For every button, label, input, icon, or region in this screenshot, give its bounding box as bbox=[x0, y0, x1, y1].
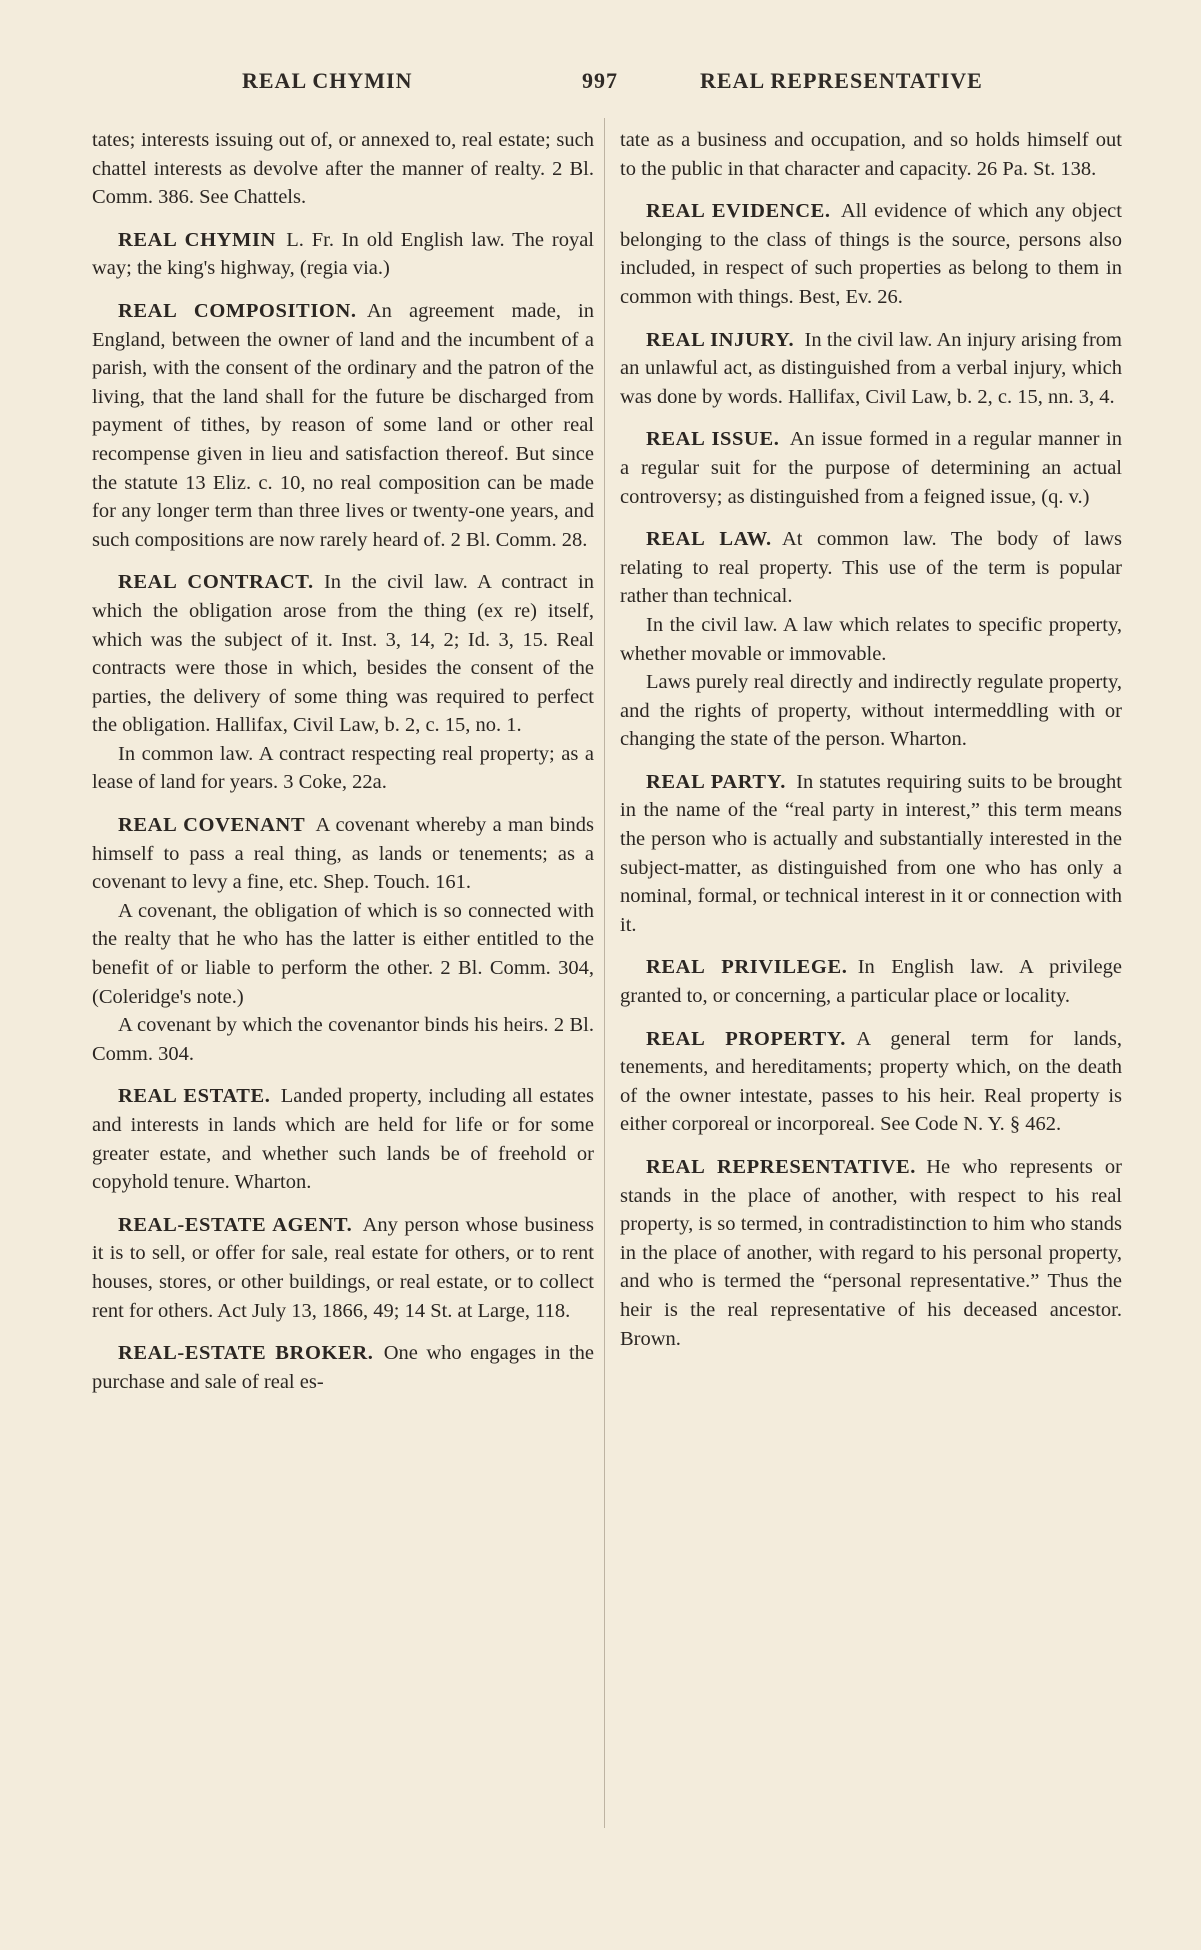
page-number: 997 bbox=[582, 68, 618, 93]
entry-paragraph bbox=[620, 1153, 1122, 1353]
entry-text: A covenant whereby a man binds himself to pass a real thing, as lands or tenements; as a covenant to levy a fine, etc. Shep. Touch. 161. bbox=[92, 814, 594, 894]
entry-term: REAL-ESTATE BROKER. bbox=[118, 1342, 374, 1365]
entry-paragraph bbox=[92, 568, 594, 740]
entry-paragraph bbox=[620, 953, 1122, 1010]
dictionary-entry bbox=[620, 425, 1122, 511]
entry-text: A covenant by which the covenantor binds his heirs. 2 Bl. Comm. 304. bbox=[92, 1014, 594, 1065]
entry-text: In common law. A contract respecting real property; as a lease of land for years. 3 Coke, 22a. bbox=[92, 742, 594, 794]
entry-text: tates; interests issuing out of, or annexed to, real estate; such chattel interests as devolve after the manner of realty. 2 Bl. Comm. 386. See Chattels. bbox=[92, 129, 594, 209]
entry-text: In statutes requiring suits to be brought in the name of the “real party in interest,” this term means the person who is actually and substantially interested in the subject-matter, as distinguished from one who has only a nominal, formal, or technical interest in it or connection with it. bbox=[620, 770, 1123, 936]
entry-paragraph bbox=[92, 1211, 594, 1325]
entry-paragraph bbox=[620, 1025, 1122, 1139]
entry-paragraph bbox=[620, 197, 1122, 311]
entry-term: REAL EVIDENCE. bbox=[646, 200, 831, 223]
entry-text: Laws purely real directly and indirectly regulate property, and the rights of property, without intermeddling with or changing the state of the person. Wharton. bbox=[620, 671, 1122, 751]
dictionary-entry bbox=[92, 297, 594, 554]
entry-text: Landed property, including all estates and interests in lands which are held for life or for some greater estate, and whether such lands be of freehold or copyhold tenure. Wharton. bbox=[92, 1085, 594, 1194]
entry-text: An issue formed in a regular manner in a regular suit for the purpose of determining an actual controversy; as distinguished from a feigned issue, (q. v.) bbox=[620, 428, 1123, 508]
entry-paragraph bbox=[92, 897, 594, 1011]
entry-paragraph bbox=[92, 1011, 594, 1068]
entry-paragraph bbox=[92, 1339, 594, 1396]
dictionary-entry bbox=[92, 568, 594, 797]
dictionary-entry bbox=[620, 1153, 1122, 1353]
header-left-term: REAL CHYMIN bbox=[242, 68, 413, 93]
running-header bbox=[92, 68, 1107, 98]
entry-paragraph bbox=[92, 740, 594, 797]
dictionary-entry bbox=[92, 811, 594, 1068]
entry-term: REAL ISSUE. bbox=[646, 428, 780, 451]
entry-text: In English law. A privilege granted to, or concerning, a particular place or locality. bbox=[620, 956, 1122, 1008]
dictionary-entry bbox=[92, 1339, 594, 1396]
entry-text: A covenant, the obligation of which is so connected with the realty that he who has the latter is either entitled to the benefit of or liable to perform the other. 2 Bl. Comm. 304, (Coleridge's note.) bbox=[92, 899, 594, 1008]
entry-text: tate as a business and occupation, and so holds himself out to the public in that character and capacity. 26 Pa. St. 138. bbox=[620, 129, 1122, 180]
entry-text: He who represents or stands in the place of another, with respect to his real property, is so termed, in contradistinction to him who stands in the place of another, with regard to his personal property, and who is termed the “personal representative.” Thus the heir is the real representative of his deceased ancestor. Brown. bbox=[620, 1156, 1122, 1350]
entry-text: At common law. The body of laws relating to real property. This use of the term is popular rather than technical. bbox=[620, 528, 1122, 608]
entry-paragraph bbox=[620, 768, 1122, 940]
left-column bbox=[92, 126, 594, 1410]
entry-text: One who engages in the purchase and sale of real es- bbox=[92, 1342, 594, 1393]
dictionary-entry bbox=[620, 197, 1122, 311]
entry-term: REAL INJURY. bbox=[646, 328, 795, 351]
column-divider bbox=[604, 118, 605, 1828]
entry-paragraph bbox=[620, 326, 1122, 412]
entry-text: An agreement made, in England, between the owner of land and the incumbent of a parish, with the consent of the ordinary and the patron of the living, that the land shall for the future be discharged from payment of tithes, by reason of some land or other real recompense given in lieu and satisfaction thereof. But since the statute 13 Eliz. c. 10, no real composition can be made for any longer term than three lives or twenty-one years, and such compositions are now rarely heard of. 2 Bl. Comm. 28. bbox=[92, 299, 594, 551]
entry-term: REAL REPRESENTATIVE. bbox=[646, 1156, 916, 1178]
dictionary-entry bbox=[92, 1211, 594, 1325]
dictionary-entry bbox=[620, 525, 1122, 754]
entry-paragraph bbox=[92, 811, 594, 897]
entry-term: REAL PROPERTY. bbox=[646, 1027, 846, 1050]
entry-term: REAL LAW. bbox=[646, 528, 772, 551]
entry-paragraph bbox=[620, 525, 1122, 611]
dictionary-entry bbox=[620, 768, 1122, 940]
entry-paragraph bbox=[620, 126, 1122, 183]
dictionary-entry bbox=[620, 126, 1122, 183]
entry-text: In the civil law. An injury arising from an unlawful act, as distinguished from a verbal injury, which was done by words. Hallifax, Civil Law, b. 2, c. 15, nn. 3, 4. bbox=[620, 328, 1122, 408]
entry-term: REAL PRIVILEGE. bbox=[646, 956, 848, 979]
entry-term: REAL COVENANT bbox=[118, 814, 306, 837]
entry-text: In the civil law. A contract in which the obligation arose from the thing (ex re) itself, which was the subject of it. Inst. 3, 14, 2; Id. 3, 15. Real contracts were those in which, besides the consent of the parties, the delivery of some thing was required to perfect the obligation. Hallifax, Civil Law, b. 2, c. 15, no. 1. bbox=[92, 571, 594, 737]
entry-text: L. Fr. In old English law. The royal way; the king's highway, (regia via.) bbox=[92, 228, 594, 280]
entry-paragraph bbox=[92, 126, 594, 212]
entry-text: All evidence of which any object belonging to the class of things is the source, persons also included, in respect of such properties as belong to them in common with things. Best, Ev. 26. bbox=[620, 200, 1122, 308]
dictionary-entry bbox=[620, 1025, 1122, 1139]
entry-paragraph bbox=[92, 1082, 594, 1196]
entry-text: Any person whose business it is to sell, or offer for sale, real estate for others, or to rent houses, stores, or other buildings, or real estate, or to collect rent for others. Act July 13, 1866, 49; 14 St. at Large, 118. bbox=[92, 1213, 594, 1322]
header-right-term: REAL REPRESENTATIVE bbox=[700, 68, 983, 93]
entry-paragraph bbox=[620, 668, 1122, 754]
entry-term: REAL CONTRACT. bbox=[118, 571, 314, 594]
entry-paragraph bbox=[620, 425, 1122, 511]
entry-text: In the civil law. A law which relates to specific property, whether movable or immovable. bbox=[620, 613, 1122, 665]
dictionary-entry bbox=[620, 953, 1122, 1010]
dictionary-entry bbox=[620, 326, 1122, 412]
entry-paragraph bbox=[620, 611, 1122, 668]
entry-paragraph bbox=[92, 297, 594, 554]
entry-paragraph bbox=[92, 226, 594, 283]
entry-text: A general term for lands, tenements, and hereditaments; property which, on the death of the owner intestate, passes to his heir. Real property is either corporeal or incorporeal. See Code N. Y. § 462. bbox=[620, 1027, 1123, 1136]
dictionary-entry bbox=[92, 226, 594, 283]
entry-term: REAL COMPOSITION. bbox=[118, 299, 357, 322]
dictionary-entry bbox=[92, 126, 594, 212]
entry-term: REAL-ESTATE AGENT. bbox=[118, 1213, 353, 1236]
right-column bbox=[620, 126, 1122, 1367]
entry-term: REAL CHYMIN bbox=[118, 228, 276, 251]
entry-term: REAL PARTY. bbox=[646, 770, 786, 793]
dictionary-entry bbox=[92, 1082, 594, 1196]
entry-term: REAL ESTATE. bbox=[118, 1085, 271, 1108]
